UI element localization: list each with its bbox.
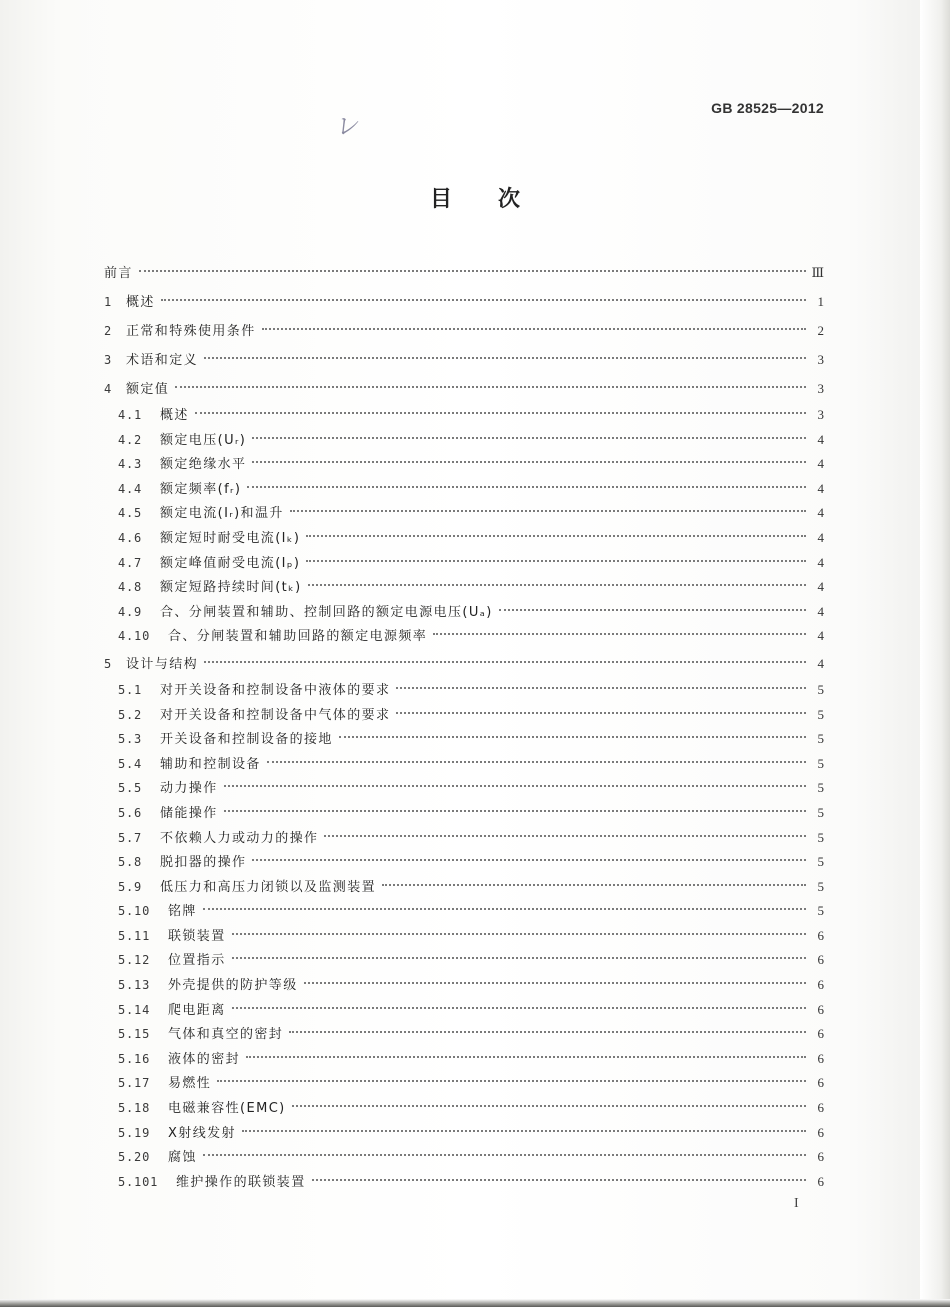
toc-entry-number: 4.10 (118, 629, 151, 644)
toc-entry[interactable] (104, 403, 824, 428)
dot-leader (308, 583, 806, 586)
dot-leader (304, 981, 806, 984)
toc-entry[interactable] (104, 345, 824, 374)
toc-entry-label: 额定频率(fᵣ) (160, 481, 242, 497)
toc-entry-number: 5.10 (118, 904, 151, 919)
dot-leader (262, 327, 806, 330)
toc-entry-page: 5 (817, 829, 824, 845)
toc-entry-label: 易燃性 (168, 1076, 212, 1092)
toc-entry-page: 5 (817, 878, 824, 894)
toc-entry-page: 6 (817, 977, 824, 993)
toc-entry[interactable] (104, 826, 824, 851)
toc-entry[interactable] (104, 875, 824, 900)
dot-leader (267, 760, 806, 763)
toc-entry[interactable] (104, 551, 824, 576)
toc-entry-label: 开关设备和控制设备的接地 (160, 732, 333, 748)
toc-entry[interactable] (104, 1096, 824, 1121)
toc-entry[interactable] (104, 850, 824, 875)
dot-leader (292, 1104, 806, 1107)
dot-leader (306, 559, 806, 562)
dot-leader (339, 735, 806, 738)
toc-entry[interactable] (104, 1170, 824, 1195)
toc-entry-number: 5.12 (118, 953, 151, 968)
toc-entry-number: 4.8 (118, 580, 143, 595)
toc-entry-number: 4.3 (118, 457, 143, 472)
toc-entry-page: 5 (817, 755, 824, 771)
toc-entry-page: 6 (817, 952, 824, 968)
dot-leader (396, 686, 806, 689)
toc-entry-label: 前言 (104, 266, 133, 281)
toc-entry-number: 4.7 (118, 555, 143, 570)
toc-entry-number: 5.13 (118, 978, 151, 993)
toc-entry[interactable] (104, 428, 824, 453)
toc-entry-page: 4 (817, 456, 824, 472)
dot-leader (247, 485, 806, 488)
dot-leader (433, 632, 806, 635)
toc-entry-label: 脱扣器的操作 (160, 855, 247, 871)
toc-entry-number: 4.9 (118, 604, 143, 619)
toc-entry-page: 2 (817, 323, 824, 338)
toc-entry-page: 4 (817, 554, 824, 570)
toc-entry-page: 4 (817, 603, 824, 619)
toc-entry[interactable] (104, 752, 824, 777)
toc-entry-page: 3 (817, 352, 824, 367)
toc-entry[interactable] (104, 899, 824, 924)
toc-entry-page: 6 (817, 1050, 824, 1066)
toc-entry-label: X射线发射 (168, 1125, 236, 1141)
toc-entry-page: 6 (817, 1124, 824, 1140)
dot-leader (195, 411, 806, 414)
toc-entry-number: 5.6 (118, 805, 143, 820)
toc-entry-number: 5.4 (118, 756, 143, 771)
toc-entry-number: 2 (104, 324, 113, 338)
toc-entry-label: 电磁兼容性(EMC) (168, 1101, 286, 1117)
toc-entry-label: 额定电压(Uᵣ) (160, 432, 247, 448)
toc-entry[interactable] (104, 703, 824, 728)
toc-entry-number: 5.8 (118, 855, 143, 870)
toc-entry-label: 额定值 (126, 382, 170, 397)
toc-entry[interactable] (104, 477, 824, 502)
standard-code: GB 28525—2012 (711, 100, 824, 116)
toc-entry-number: 5.5 (118, 781, 143, 796)
toc-entry-page: 4 (817, 480, 824, 496)
toc-entry[interactable] (104, 973, 824, 998)
toc-entry-page: 6 (817, 1149, 824, 1165)
dot-leader (396, 711, 806, 714)
toc-entry-label: 外壳提供的防护等级 (168, 978, 298, 994)
toc-entry-number: 5.1 (118, 682, 143, 697)
toc-entry-label: 低压力和高压力闭锁以及监测装置 (160, 879, 377, 895)
toc-entry-label: 联锁装置 (168, 928, 226, 944)
dot-leader (252, 858, 806, 861)
toc-entry-page: 5 (817, 706, 824, 722)
dot-leader (204, 356, 806, 359)
toc-entry-page: Ⅲ (811, 265, 824, 280)
toc-entry-page: 5 (817, 780, 824, 796)
dot-leader (382, 883, 806, 886)
toc-entry[interactable] (104, 998, 824, 1023)
toc-entry[interactable] (104, 776, 824, 801)
dot-leader (312, 1178, 806, 1181)
toc-entry-label: 合、分闸装置和辅助回路的额定电源频率 (168, 629, 428, 645)
toc-entry[interactable] (104, 924, 824, 949)
toc-entry-page: 6 (817, 1001, 824, 1017)
toc-entry-number: 4.2 (118, 432, 143, 447)
dot-leader (224, 784, 806, 787)
dot-leader (246, 1055, 806, 1058)
toc-entry-page: 4 (817, 431, 824, 447)
dot-leader (242, 1129, 806, 1132)
toc-entry-label: 额定短路持续时间(tₖ) (160, 580, 302, 596)
toc-entry-number: 5.11 (118, 928, 151, 943)
dot-leader (499, 608, 806, 611)
toc-entry-number: 3 (104, 353, 113, 367)
toc-entry[interactable] (104, 501, 824, 526)
toc-entry[interactable] (104, 374, 824, 403)
toc-entry-label: 正常和特殊使用条件 (126, 324, 256, 339)
page-title: 目次 (429, 187, 566, 212)
toc-entry-label: 概述 (126, 295, 155, 310)
toc-entry-page: 4 (817, 505, 824, 521)
toc-entry-page: 3 (817, 381, 824, 396)
dot-leader (290, 509, 806, 512)
toc-entry[interactable] (104, 801, 824, 826)
toc-entry-number: 5.17 (118, 1076, 151, 1091)
toc-entry-label: 气体和真空的密封 (168, 1027, 284, 1043)
toc-entry-page: 6 (817, 1100, 824, 1116)
toc-entry-number: 4.5 (118, 506, 143, 521)
toc-entry[interactable] (104, 287, 824, 316)
toc-entry-label: 设计与结构 (126, 656, 199, 672)
toc-entry[interactable] (104, 575, 824, 600)
toc-entry[interactable] (104, 1047, 824, 1072)
toc-entry-label: 对开关设备和控制设备中气体的要求 (160, 707, 391, 723)
dot-leader (252, 460, 806, 463)
toc-entry-page: 5 (817, 731, 824, 747)
dot-leader (232, 932, 806, 935)
toc-entry[interactable] (104, 727, 824, 752)
toc-entry-label: 维护操作的联锁装置 (176, 1174, 306, 1190)
toc-entry-number: 5 (104, 656, 113, 671)
toc-entry-number: 4.1 (118, 408, 143, 422)
toc-entry-number: 5.20 (118, 1150, 151, 1165)
toc-entry-number: 5.7 (118, 830, 143, 845)
handwritten-checkmark: レ (332, 110, 361, 142)
toc-entry-label: 术语和定义 (126, 353, 199, 368)
toc-entry-label: 额定绝缘水平 (160, 457, 247, 473)
dot-leader (217, 1079, 806, 1082)
toc-entry[interactable] (104, 600, 824, 625)
dot-leader (203, 1153, 806, 1156)
toc-entry[interactable] (104, 1071, 824, 1096)
table-of-contents (104, 258, 824, 1194)
toc-entry-label: 辅助和控制设备 (160, 756, 261, 772)
dot-leader (252, 436, 806, 439)
toc-entry[interactable] (104, 624, 824, 649)
page-number: I (794, 1196, 799, 1211)
dot-leader (324, 834, 806, 837)
toc-entry-number: 4.4 (118, 481, 143, 496)
toc-entry-label: 不依赖人力或动力的操作 (160, 830, 319, 846)
toc-entry-page: 5 (817, 854, 824, 870)
dot-leader (139, 269, 806, 272)
toc-entry[interactable] (104, 678, 824, 703)
dot-leader (175, 385, 806, 388)
toc-entry[interactable] (104, 526, 824, 551)
toc-entry[interactable] (104, 1145, 824, 1170)
toc-entry-page: 4 (817, 628, 824, 644)
toc-entry-label: 合、分闸装置和辅助、控制回路的额定电源电压(Uₐ) (160, 604, 493, 620)
toc-entry-label: 额定电流(Iᵣ)和温升 (160, 506, 284, 522)
toc-entry-label: 腐蚀 (168, 1150, 197, 1166)
toc-entry-number: 5.18 (118, 1101, 151, 1116)
dot-leader (204, 660, 806, 663)
toc-entry-label: 爬电距离 (168, 1002, 226, 1018)
dot-leader (306, 534, 806, 537)
toc-entry-page: 6 (817, 1173, 824, 1189)
toc-entry-label: 铭牌 (168, 904, 197, 920)
toc-entry-number: 5.3 (118, 732, 143, 747)
toc-entry-page: 5 (817, 903, 824, 919)
toc-entry[interactable] (104, 452, 824, 477)
toc-entry-number: 5.14 (118, 1002, 151, 1017)
toc-entry-label: 储能操作 (160, 805, 218, 821)
toc-entry-number: 1 (104, 295, 113, 309)
toc-entry-label: 额定峰值耐受电流(Iₚ) (160, 555, 301, 571)
toc-entry[interactable] (104, 1121, 824, 1146)
toc-entry-page: 6 (817, 1026, 824, 1042)
toc-entry-number: 5.19 (118, 1125, 151, 1140)
toc-entry-number: 5.16 (118, 1051, 151, 1066)
toc-entry[interactable] (104, 1022, 824, 1047)
toc-entry-page: 6 (817, 1075, 824, 1091)
toc-entry-page: 3 (817, 407, 824, 422)
toc-entry-label: 对开关设备和控制设备中液体的要求 (160, 682, 391, 698)
dot-leader (232, 956, 806, 959)
toc-entry-number: 5.15 (118, 1027, 151, 1042)
toc-entry-number: 5.9 (118, 879, 143, 894)
toc-entry[interactable] (104, 948, 824, 973)
scan-bottom-edge (0, 1299, 950, 1307)
toc-entry-page: 5 (817, 681, 824, 697)
toc-entry-label: 位置指示 (168, 953, 226, 969)
toc-entry-number: 5.2 (118, 707, 143, 722)
toc-entry[interactable] (104, 649, 824, 678)
dot-leader (232, 1006, 806, 1009)
dot-leader (289, 1030, 806, 1033)
toc-entry-number: 4.6 (118, 530, 143, 545)
toc-entry-label: 额定短时耐受电流(Iₖ) (160, 530, 301, 546)
toc-entry[interactable] (104, 316, 824, 345)
toc-entry-page: 4 (817, 579, 824, 595)
dot-leader (161, 298, 806, 301)
toc-entry-label: 液体的密封 (168, 1051, 241, 1067)
dot-leader (224, 809, 806, 812)
toc-entry-page: 5 (817, 804, 824, 820)
toc-entry-page: 1 (817, 294, 824, 309)
toc-entry-page: 4 (817, 655, 824, 671)
dot-leader (203, 907, 806, 910)
toc-entry-page: 6 (817, 927, 824, 943)
toc-entry-number: 4 (104, 382, 113, 396)
toc-entry[interactable] (104, 258, 824, 287)
toc-entry-page: 4 (817, 529, 824, 545)
toc-entry-label: 概述 (160, 408, 189, 423)
toc-entry-number: 5.101 (118, 1174, 159, 1189)
toc-entry-label: 动力操作 (160, 781, 218, 797)
